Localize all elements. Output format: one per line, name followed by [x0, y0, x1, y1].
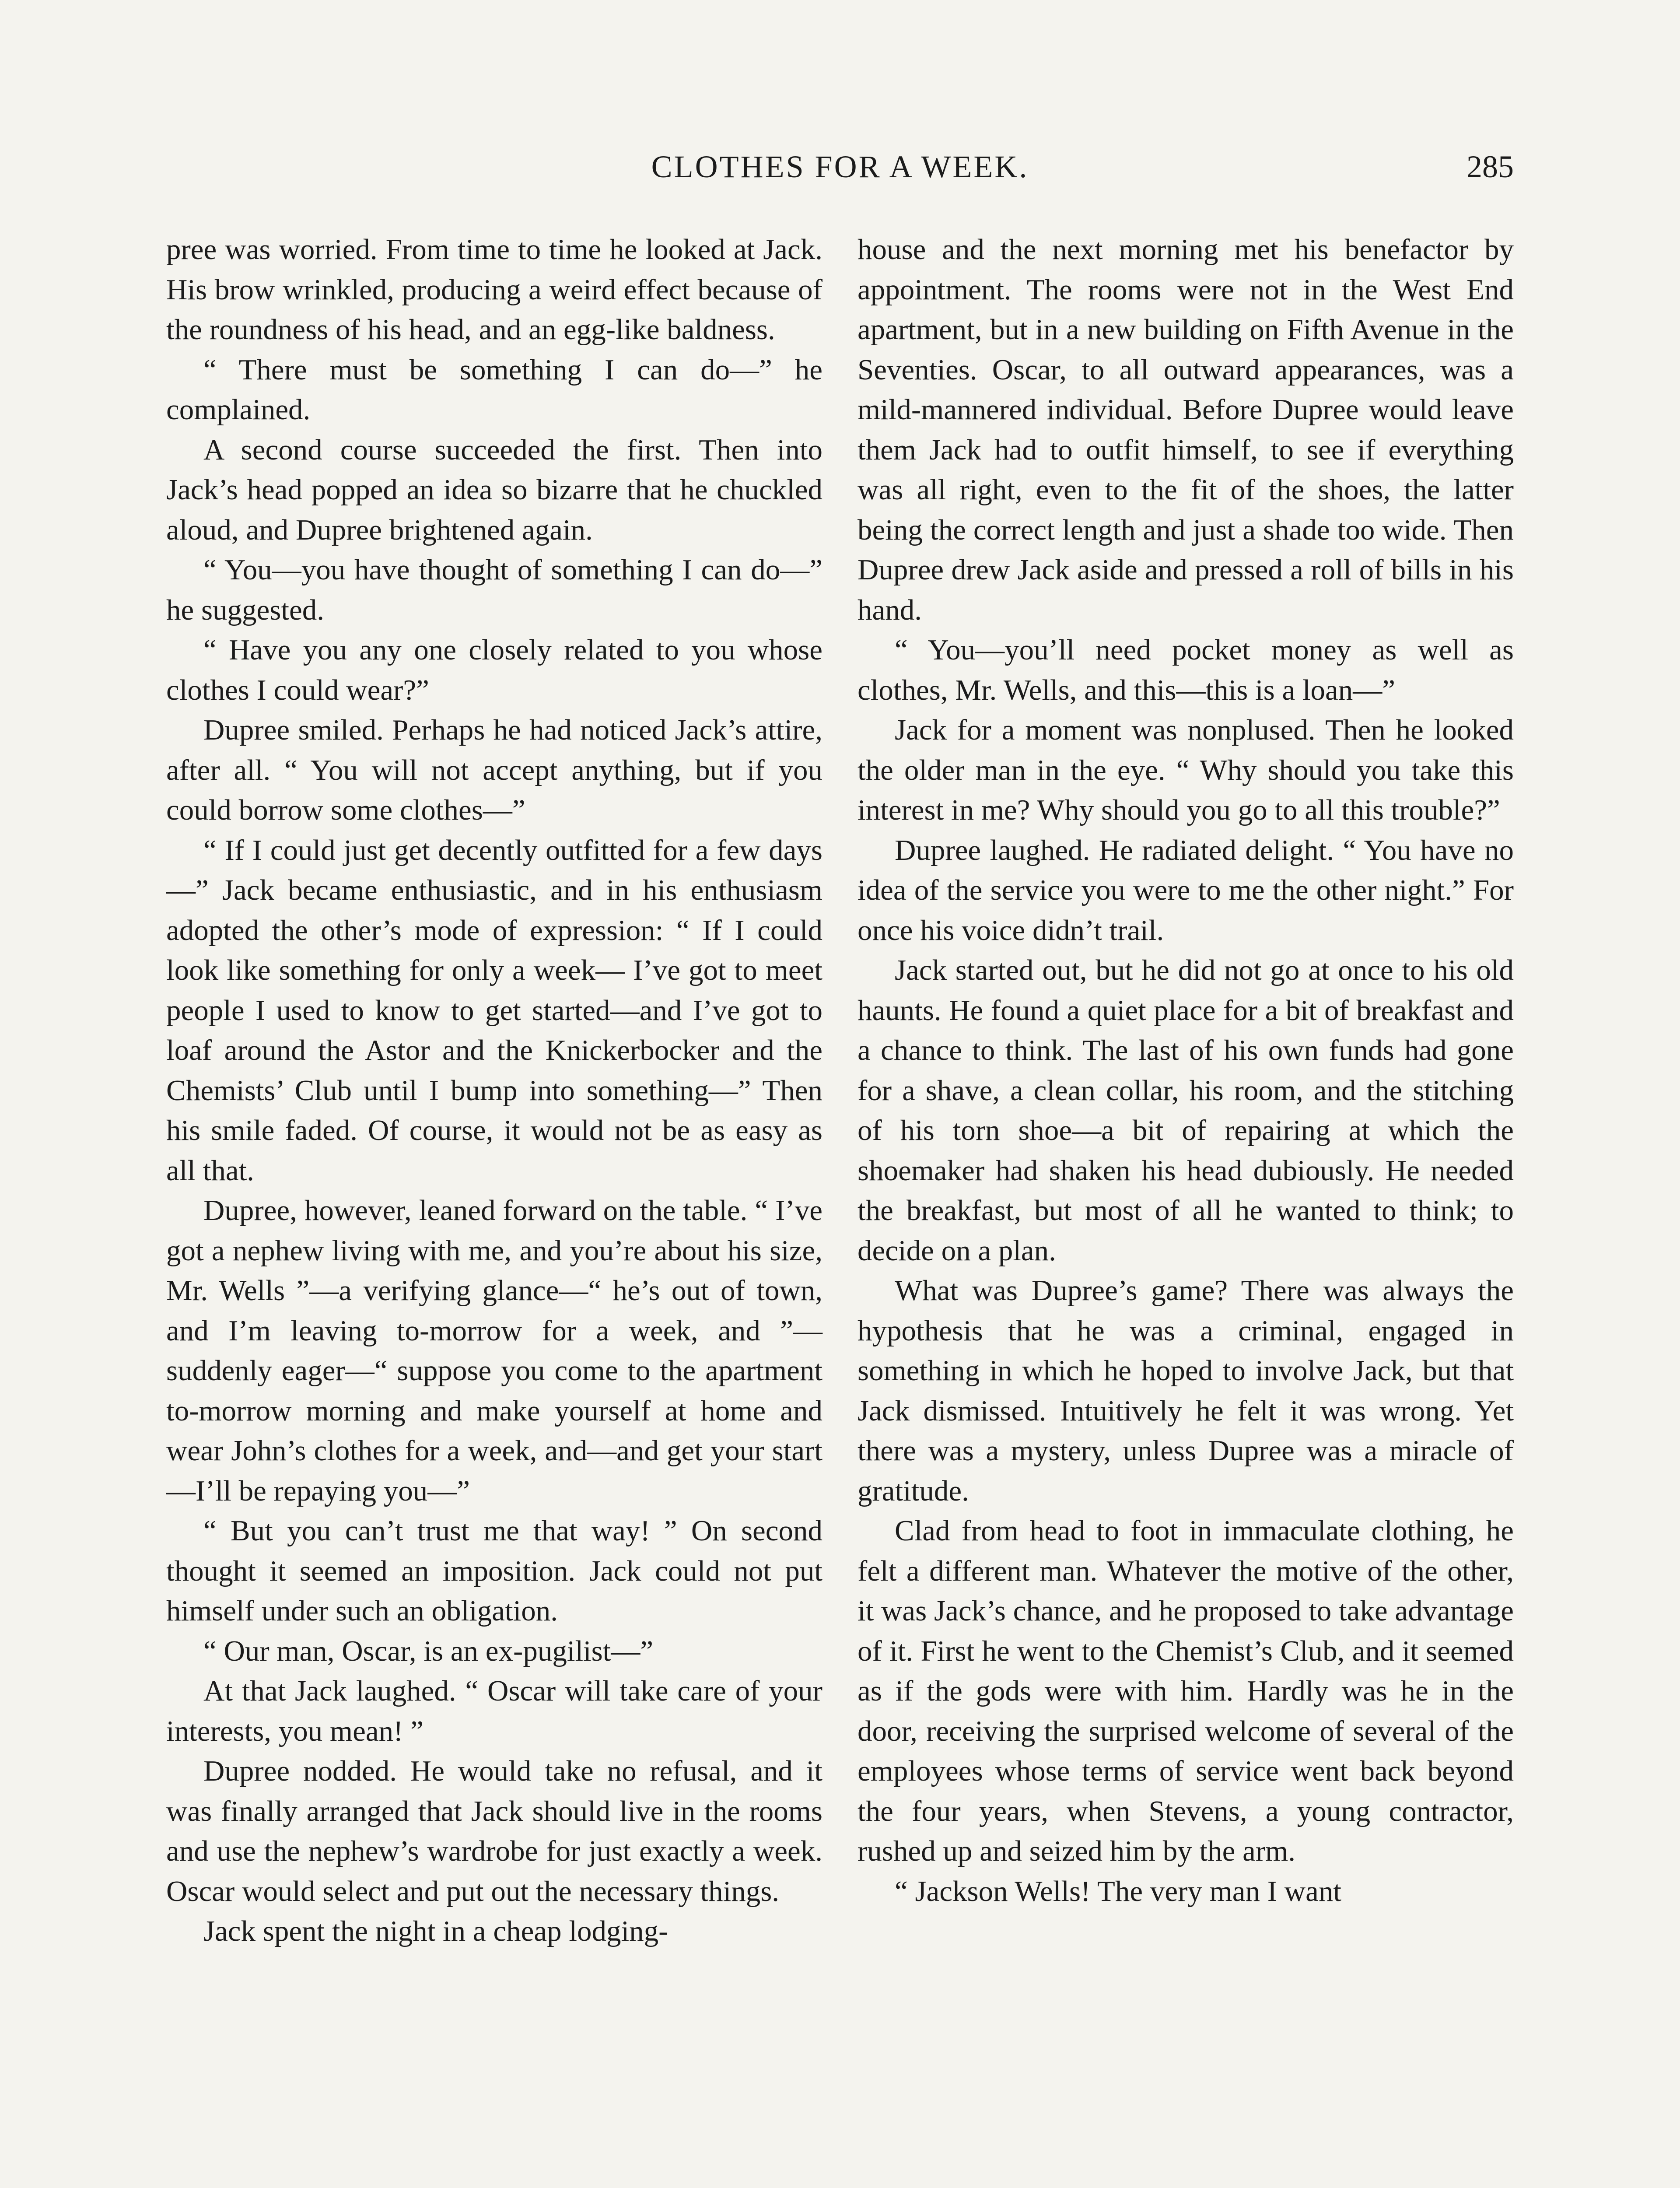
paragraph: “ Have you any one closely related to you whose clothes I could wear?” — [166, 634, 822, 706]
page-header — [166, 149, 1514, 197]
paragraph: Jack for a moment was nonplused. Then he looked the older man in the eye. “ Why should you take this interest in me? Why should you go to all this trouble?” — [858, 714, 1514, 826]
text-columns — [166, 230, 1514, 2188]
paragraph: “ You—you have thought of something I can do—” he suggested. — [166, 554, 822, 626]
paragraph: Dupree, however, leaned forward on the table. “ I’ve got a nephew living with me, and you’re about his size, Mr. Wells ”—a verifying glance—“ he’s out of town, and I’m leaving to-morrow for a week, and ”—suddenly eager—“ suppose you come to the apartment to-morrow morning and make yourself at home and wear John’s clothes for a week, and—and get your start—I’ll be repaying you—” — [166, 1194, 822, 1507]
paragraph: At that Jack laughed. “ Oscar will take care of your interests, you mean! ” — [166, 1675, 822, 1747]
paragraph: “ Our man, Oscar, is an ex-pugilist—” — [203, 1634, 654, 1667]
paragraph: pree was worried. From time to time he looked at Jack. His brow wrinkled, producing a weird effect because of the roundness of his head, and an egg-like baldness. — [166, 233, 822, 346]
paragraph: Dupree smiled. Perhaps he had noticed Jack’s attire, after all. “ You will not accept anything, but if you could borrow some clothes—” — [166, 714, 822, 826]
paragraph: Dupree laughed. He radiated delight. “ You have no idea of the service you were to me the other night.” For once his voice didn’t trail. — [858, 834, 1514, 947]
paragraph: “ But you can’t trust me that way! ” On second thought it seemed an imposition. Jack could not put himself under such an obligation. — [166, 1515, 822, 1627]
paragraph: “ You—you’ll need pocket money as well as clothes, Mr. Wells, and this—this is a loan—” — [858, 634, 1514, 706]
paragraph: house and the next morning met his benefactor by appointment. The rooms were not in the West End apartment, but in a new building on Fifth Avenue in the Seventies. Oscar, to all outward appearances, was a mild-mannered individual. Before Dupree would leave them Jack had to outfit himself, to see if everything was all right, even to the fit of the shoes, the latter being the correct length and just a shade too wide. Then Dupree drew Jack aside and pressed a roll of bills in his hand. — [858, 233, 1514, 626]
left-column — [166, 230, 822, 1952]
paragraph: “ There must be something I can do—” he complained. — [166, 353, 822, 426]
right-column — [858, 230, 1514, 1911]
paragraph: A second course succeeded the first. Then into Jack’s head popped an idea so bizarre that he chuckled aloud, and Dupree brightened again. — [166, 433, 822, 546]
paragraph: What was Dupree’s game? There was always the hypothesis that he was a criminal, engaged in something in which he hoped to involve Jack, but that Jack dismissed. Intuitively he felt it was wrong. Yet there was a mystery, unless Dupree was a miracle of gratitude. — [858, 1274, 1514, 1507]
paragraph: Jack started out, but he did not go at once to his old haunts. He found a quiet place for a bit of breakfast and a chance to think. The last of his own funds had gone for a shave, a clean collar, his room, and the stitching of his torn shoe—a bit of repairing at which the shoemaker had shaken his head dubiously. He needed the breakfast, but most of all he wanted to think; to decide on a plan. — [858, 954, 1514, 1267]
paragraph: Clad from head to foot in immaculate clothing, he felt a different man. Whatever the motive of the other, it was Jack’s chance, and he proposed to take advantage of it. First he went to the Chemist’s Club, and it seemed as if the gods were with him. Hardly was he in the door, receiving the surprised welcome of several of the employees whose terms of service went back beyond the four years, when Stevens, a young contractor, rushed up and seized him by the arm. — [858, 1515, 1514, 1867]
paragraph: “ Jackson Wells! The very man I want — [895, 1875, 1342, 1907]
page-number: 285 — [1466, 149, 1514, 184]
paragraph: Jack spent the night in a cheap lodging- — [203, 1915, 668, 1947]
running-title: CLOTHES FOR A WEEK. — [651, 149, 1029, 184]
paragraph: “ If I could just get decently outfitted for a few days—” Jack became enthusiastic, and in his enthusiasm adopted the other’s mode of expression: “ If I could look like something for only a week— I’ve got to meet people I used to know to get started—and I’ve got to loaf around the Astor and the Knickerbocker and the Chemists’ Club until I bump into something—” Then his smile faded. Of course, it would not be as easy as all that. — [166, 834, 822, 1187]
paragraph: Dupree nodded. He would take no refusal, and it was finally arranged that Jack should live in the rooms and use the nephew’s wardrobe for just exactly a week. Oscar would select and put out the necessary things. — [166, 1755, 822, 1907]
